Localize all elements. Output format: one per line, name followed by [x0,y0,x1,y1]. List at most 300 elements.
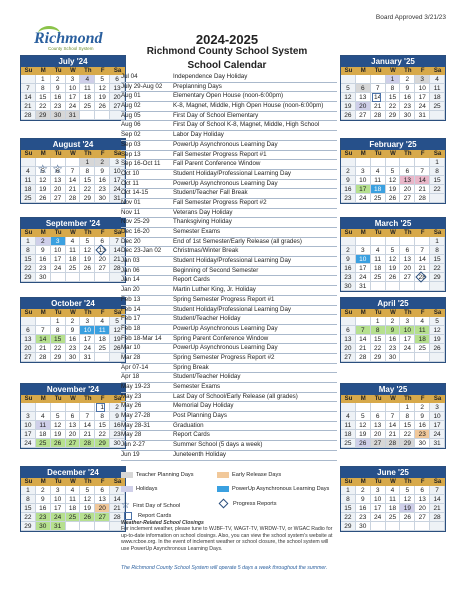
event-date: Jul 04 [121,73,138,80]
event-date: May 28-31 [121,421,151,429]
day-cell: 19 [386,264,401,273]
event-title: Last Day of School/Early Release (all grades) [173,392,298,400]
day-cell: 8 [430,246,445,255]
day-cell: 26 [356,439,371,448]
day-cell: 10 [400,326,415,335]
day-cell: 8 [51,326,66,335]
day-cell: 26 [80,513,95,522]
day-cell: 19 [386,185,401,194]
event-date: Dec 23-Jan 02 [121,247,162,255]
event-title: Spring Parent Conference Window [173,334,269,342]
event-row [121,102,337,112]
day-cell: 27 [66,439,81,448]
day-cell: 28 [110,513,125,522]
event-row [121,286,337,296]
weather-closings-text: For inclement weather, please tune to WJBF-TV, WAGT-TV, WRDW-TV, or WGAC Radio for up-to-date information on school closings. Also, you can view the school system's website at www.rcboe.org. In the event of inclement weather or school closure, the school system will use PowerUp Asynchronous Learning Days. [121,526,333,552]
day-cell: 21 [110,504,125,513]
weekday-header: W [386,229,401,237]
day-cell: 13 [400,176,415,185]
day-cell: 10 [415,84,430,93]
empty-cell [21,158,36,167]
day-cell: 7 [110,486,125,495]
square-icon [124,512,132,520]
month-mar [340,217,446,292]
day-cell: 23 [386,344,401,353]
day-cell: 19 [95,93,110,102]
day-cell: 20 [110,93,125,102]
day-cell: 25 [430,102,445,111]
school-system-name: Richmond County School System [146,46,308,57]
weekday-header: M [36,478,51,486]
event-row [121,218,337,228]
event-date: Dec 20 [121,237,141,245]
weekday-header: Tu [51,309,66,317]
day-cell: 20 [95,504,110,513]
empty-cell [341,75,356,84]
event-title: First Day of School K-8, Magnet, Middle, High School [173,121,320,129]
day-cell: 8 [21,246,36,255]
event-title: Fall Parent Conference Window [173,160,261,168]
day-cell: 17 [400,335,415,344]
empty-cell [386,522,401,531]
day-cell: 12 [341,93,356,102]
empty-cell [95,111,110,120]
day-cell: 6 [400,167,415,176]
month-may [340,383,446,449]
day-cell: 7 [371,84,386,93]
day-cell: 8 [430,167,445,176]
empty-cell [341,237,356,246]
day-cell: 11 [430,84,445,93]
day-cell: 11 [341,421,356,430]
day-cell: 14 [371,93,386,102]
day-cell: 19 [341,102,356,111]
weekday-header: Su [341,229,356,237]
day-cell: 9 [386,326,401,335]
day-cell: 16 [36,504,51,513]
day-cell: 27 [356,111,371,120]
month-title: December '24 [21,467,125,478]
day-cell: 20 [371,430,386,439]
weekday-header: Th [400,150,415,158]
weekday-header: F [95,67,110,75]
event-row [121,383,337,393]
star-icon: ☆ [121,500,130,511]
weekday-header: Sa [110,395,125,403]
event-date: Feb 18-Mar 14 [121,334,162,342]
day-cell: 6 [110,75,125,84]
empty-cell [356,158,371,167]
day-cell: 2 [66,317,81,326]
weekday-header: M [36,229,51,237]
event-row [121,276,337,286]
weekday-header: Tu [371,150,386,158]
day-cell: 1 [386,75,401,84]
day-cell: 4 [66,486,81,495]
day-cell: 28 [80,439,95,448]
day-cell: 1 [80,158,95,167]
event-row [121,306,337,316]
day-cell: 18 [341,430,356,439]
event-row [121,335,337,345]
day-cell: 23 [36,264,51,273]
event-date: July 29-Aug 02 [121,82,163,90]
day-cell: 2 [341,167,356,176]
month-apr [340,297,446,363]
day-cell: 21 [356,344,371,353]
weekday-header: Tu [371,478,386,486]
event-row [121,180,337,190]
day-cell: 21 [386,430,401,439]
day-cell: 22 [400,430,415,439]
day-cell: 10 [66,84,81,93]
day-cell: 10 [430,412,445,421]
day-cell: 28 [371,111,386,120]
empty-cell [371,158,386,167]
event-title: Graduation [173,421,204,429]
event-date: Jan 03 [121,257,140,265]
day-cell: 4 [95,317,110,326]
weekday-header: Sa [110,309,125,317]
day-cell: 8 [36,84,51,93]
weekday-header: Th [400,309,415,317]
day-cell: 8 [400,412,415,421]
event-date: Nov 11 [121,208,141,216]
day-cell: 17 [80,335,95,344]
day-cell: 24 [356,194,371,203]
empty-cell [80,522,95,531]
day-cell: 2 [36,237,51,246]
day-cell: 1 [430,237,445,246]
day-cell: 15 [80,176,95,185]
event-row [121,373,337,383]
day-cell: 24 [400,344,415,353]
weekday-header: Sa [110,67,125,75]
empty-cell [371,522,386,531]
day-cell: 13 [400,255,415,264]
day-cell: 29 [80,194,95,203]
event-row [121,189,337,199]
day-cell: 3 [400,317,415,326]
day-cell: 13 [110,84,125,93]
day-cell: 18 [386,504,401,513]
day-cell: 30 [341,282,356,291]
legend-holiday: Holidays [121,486,157,492]
event-title: Student/Teacher Holiday [173,315,241,323]
event-date: Oct 10 [121,169,140,177]
day-cell: 6 [66,412,81,421]
legend-first-day: ☆ First Day of School [121,500,181,511]
day-cell: 12 [80,246,95,255]
day-cell: 14 [80,421,95,430]
event-title: First Day of School Elementary [173,111,259,119]
empty-cell [400,353,415,362]
weekday-header: W [386,478,401,486]
day-cell: 3 [415,75,430,84]
event-row [121,121,337,131]
day-cell: 11 [80,84,95,93]
day-cell: 11 [386,495,401,504]
event-title: Labor Day Holiday [173,131,224,139]
day-cell: 31 [66,111,81,120]
weekday-header: M [356,67,371,75]
day-cell: 23 [110,430,125,439]
weekday-header: Su [341,309,356,317]
day-cell: 10 [356,176,371,185]
event-date: Dec 16-20 [121,228,150,235]
event-date: Jan 20 [121,286,140,294]
day-cell: 10 [21,421,36,430]
day-cell: 28 [356,353,371,362]
legend-async: PowerUp Asynchronous Learning Days [217,486,329,492]
day-cell: 20 [415,504,430,513]
event-row [121,247,337,257]
day-cell: 7 [110,237,125,246]
event-row [121,257,337,267]
day-cell: 12 [110,326,125,335]
empty-cell [386,282,401,291]
day-cell: 27 [400,194,415,203]
day-cell: 4 [341,412,356,421]
day-cell: 16 [341,264,356,273]
event-row [121,354,337,364]
weekday-header: W [66,309,81,317]
event-date: Mar 10 [121,344,141,352]
weekday-header: Sa [110,478,125,486]
day-cell: 13 [95,495,110,504]
weekday-header: M [36,67,51,75]
day-cell: 30 [356,522,371,531]
day-cell: 8 [341,495,356,504]
day-cell: 30 [36,273,51,282]
empty-cell [356,317,371,326]
weekday-header: Tu [371,67,386,75]
day-cell: 6 [415,486,430,495]
weekday-header: M [356,478,371,486]
day-cell: 28 [386,439,401,448]
day-cell: 30 [110,439,125,448]
day-cell: 26 [110,344,125,353]
day-cell: 28 [110,264,125,273]
month-jan [340,55,446,121]
day-cell: 14 [356,335,371,344]
weekday-header: Tu [51,150,66,158]
day-cell: 24 [51,264,66,273]
empty-cell [21,75,36,84]
day-cell: 18 [95,335,110,344]
weekday-header: M [36,309,51,317]
day-cell: 29 [51,353,66,362]
event-row [121,451,337,461]
weekday-header: Sa [110,150,125,158]
day-cell: 22 [95,430,110,439]
day-cell: 1 [430,158,445,167]
empty-cell [66,273,81,282]
day-cell: 12 [51,421,66,430]
day-cell: 15 [371,335,386,344]
empty-cell [80,403,95,412]
event-row [121,315,337,325]
day-cell: 8 [95,412,110,421]
day-cell: 27 [371,439,386,448]
day-cell: 5 ☆ [36,167,51,176]
weekday-header: W [66,478,81,486]
day-cell: 31 [430,439,445,448]
day-cell: 28 [66,194,81,203]
weekday-header: Th [400,229,415,237]
day-cell: 22 [341,513,356,522]
event-row [121,83,337,93]
event-date: May 27-28 [121,412,151,420]
day-cell: 5 [386,246,401,255]
day-cell: 13 [341,335,356,344]
event-title: Memorial Day Holiday [173,402,234,410]
day-cell: 19 [430,335,445,344]
day-cell: 4 [415,317,430,326]
weekday-header: Su [341,395,356,403]
weekday-header: F [415,67,430,75]
event-title: Semester Exams [173,228,221,235]
month-title: January '25 [341,56,445,67]
empty-cell [371,75,386,84]
legend-progress: Progress Reports [217,500,277,507]
day-cell: 27 [95,264,110,273]
events-list [121,73,337,461]
day-cell: 14 [110,495,125,504]
weekday-header: M [356,150,371,158]
day-cell: 20 [95,255,110,264]
event-date: Aug 06 [121,121,141,129]
empty-cell [371,282,386,291]
day-cell: 22 [51,344,66,353]
event-title: Semester Exams [173,383,221,390]
day-cell: 20 [21,344,36,353]
day-cell: 25 [80,102,95,111]
day-cell: 27 [95,513,110,522]
weekday-header: W [386,395,401,403]
empty-cell [341,158,356,167]
day-cell: 11 [95,326,110,335]
day-cell: 7 [80,412,95,421]
day-cell: 26 [51,439,66,448]
day-cell: 14 [430,495,445,504]
empty-cell [356,403,371,412]
weekday-header: Su [21,395,36,403]
day-cell: 3 [51,486,66,495]
day-cell: 8 [386,84,401,93]
day-cell: 4 [371,246,386,255]
day-cell: 29 [371,353,386,362]
event-title: Christmas/Winter Break [173,247,239,255]
weekday-header: M [36,150,51,158]
weekday-header: F [95,395,110,403]
day-cell: 18 [371,185,386,194]
document-title: School Calendar [187,60,267,71]
event-date: Jan 06 [121,266,140,274]
day-cell: 30 [386,353,401,362]
day-cell: 24 [356,273,371,282]
day-cell: 18 [80,93,95,102]
month-dec [20,466,126,532]
day-cell: 14 [66,176,81,185]
day-cell: 4 [80,75,95,84]
event-date: Feb 14 [121,305,141,313]
event-title: Report Cards [173,431,210,439]
month-title: June '25 [341,467,445,478]
weekday-header: Su [21,478,36,486]
day-cell: 28 [36,353,51,362]
day-cell: 9 [66,326,81,335]
weekday-header: Tu [371,229,386,237]
event-title: Independence Day Holiday [173,73,248,80]
weekday-header: Sa [430,478,445,486]
day-cell: 2 [36,486,51,495]
day-cell: 30 [400,111,415,120]
day-cell: 5 [400,486,415,495]
logo-tagline: County School System [48,46,94,51]
day-cell: 7 [36,326,51,335]
event-date: Jun 2-27 [121,441,146,449]
event-title: Student Holiday/Professional Learning Day [173,305,291,313]
empty-cell [415,158,430,167]
day-cell: 28 [430,513,445,522]
day-cell: 12 [386,176,401,185]
day-cell: 28 [415,273,430,282]
day-cell: 20 [400,264,415,273]
day-cell: 7 [66,167,81,176]
empty-cell [66,403,81,412]
weekday-header: Tu [371,395,386,403]
event-row [121,199,337,209]
day-cell: 23 [400,102,415,111]
day-cell: 9 [110,412,125,421]
empty-cell [341,317,356,326]
empty-cell [430,282,445,291]
day-cell: 4 [21,167,36,176]
event-title: Thanksgiving Holiday [173,218,232,226]
day-cell: 27 [341,353,356,362]
event-date: Sep 13 [121,150,141,158]
month-jun [340,466,446,532]
day-cell: 7 [21,84,36,93]
summer-note: The Richmond County School System will operate 5 days a week throughout the summer. [121,565,328,571]
day-cell: 27 [21,353,36,362]
day-cell: 7 [356,326,371,335]
weekday-header: Th [80,478,95,486]
month-title: October '24 [21,298,125,309]
day-cell: 21 [21,102,36,111]
day-cell: 15 [21,255,36,264]
month-title: March '25 [341,218,445,229]
day-cell: 2 [110,403,125,412]
day-cell: 4 [430,75,445,84]
day-cell: 9 [95,167,110,176]
day-cell: 7 [386,412,401,421]
day-cell: 2 [51,75,66,84]
day-cell: 11 [371,255,386,264]
day-cell: 20 [51,185,66,194]
empty-cell [415,353,430,362]
weekday-header: F [95,309,110,317]
day-cell: 24 [110,185,125,194]
day-cell: 24 [415,102,430,111]
day-cell: 19 [110,335,125,344]
day-cell: 14 [21,93,36,102]
day-cell: 30 [36,522,51,531]
day-cell: 12 [430,326,445,335]
day-cell: 1 [51,317,66,326]
day-cell: 12 [95,84,110,93]
